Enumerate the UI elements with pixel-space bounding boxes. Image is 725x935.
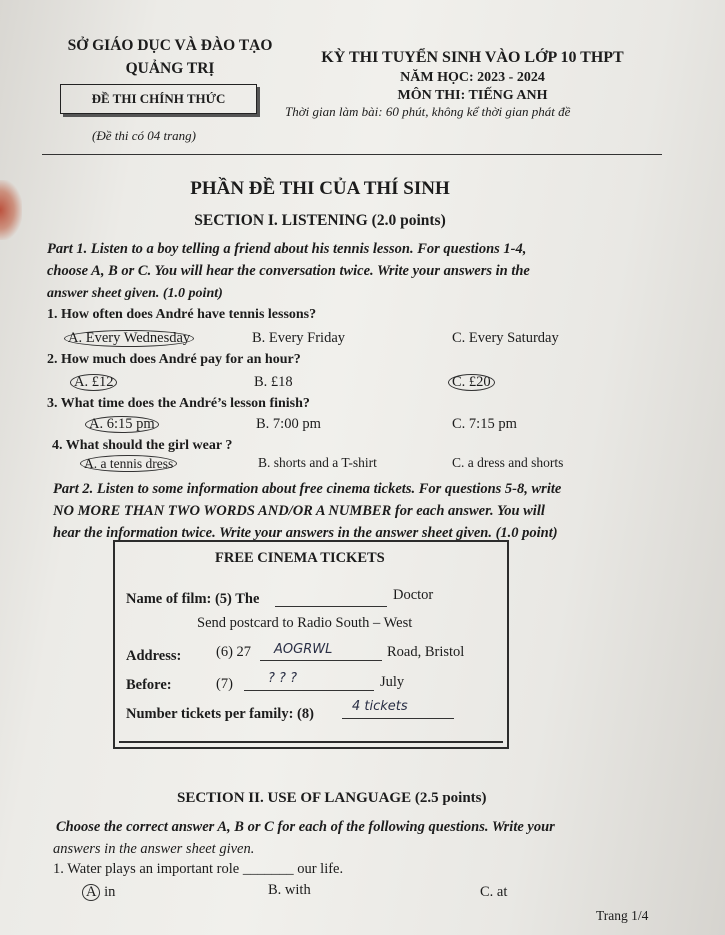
part2-instructions-line3: hear the information twice. Write your answers in the answer sheet given. (1.0 point) <box>53 525 558 541</box>
address-answer-field[interactable] <box>260 644 382 661</box>
department-line2: QUẢNG TRỊ <box>125 60 215 77</box>
q1-option-a[interactable] <box>64 330 194 347</box>
address-suffix: Road, Bristol <box>387 644 465 660</box>
q1-option-b[interactable]: B. Every Friday <box>252 330 346 346</box>
s2-q1-option-a-text: in <box>100 884 116 900</box>
before-suffix: July <box>380 674 405 690</box>
question-1: 1. How often does André have tennis lessons? <box>47 307 317 322</box>
department-block <box>45 34 295 80</box>
q3-option-c[interactable]: C. 7:15 pm <box>452 416 517 432</box>
q4-option-a[interactable] <box>80 455 177 472</box>
time-note: Thời gian làm bài: 60 phút, không kể thời gian phát đề <box>285 104 571 119</box>
film-name-label: Name of film: (5) The <box>126 591 260 607</box>
before-handwritten: ? ? ? <box>268 671 297 686</box>
q1-option-c[interactable]: C. Every Saturday <box>452 330 559 346</box>
tickets-answer-field[interactable] <box>342 699 454 719</box>
section2-instructions-line2: answers in the answer sheet given. <box>53 841 255 857</box>
section2-question-1: 1. Water plays an important role _______ our life. <box>53 861 344 877</box>
section2-instructions-line1: Choose the correct answer A, B or C for each of the following questions. Write your <box>56 819 555 835</box>
q3-option-b[interactable]: B. 7:00 pm <box>256 416 321 432</box>
q4-option-b[interactable]: B. shorts and a T-shirt <box>258 455 377 470</box>
s2-q1-option-a[interactable] <box>82 884 115 901</box>
exam-subject: MÔN THI: TIẾNG ANH <box>397 88 548 103</box>
q2-option-a[interactable] <box>70 374 117 391</box>
film-name-suffix: Doctor <box>393 587 434 603</box>
part2-instructions-line2: NO MORE THAN TWO WORDS AND/OR A NUMBER for each answer. You will <box>53 503 545 519</box>
answer-circle: A. £12 <box>70 374 117 391</box>
s2-q1-option-b[interactable]: B. with <box>268 882 311 898</box>
question-2: 2. How much does André pay for an hour? <box>47 352 301 367</box>
part2-instructions-line1: Part 2. Listen to some information about free cinema tickets. For questions 5-8, write <box>53 481 562 497</box>
address-label: Address: <box>126 648 182 664</box>
before-label: Before: <box>126 677 172 693</box>
school-year: NĂM HỌC: 2023 - 2024 <box>400 70 545 85</box>
part1-instructions-line1: Part 1. Listen to a boy telling a friend about his tennis lesson. For questions 1-4, <box>47 241 527 257</box>
ticket-title: FREE CINEMA TICKETS <box>215 550 385 566</box>
answer-circle: C. £20 <box>448 374 495 391</box>
answer-circle: A. 6:15 pm <box>85 416 159 433</box>
page-number: Trang 1/4 <box>596 908 649 923</box>
department-line1: SỞ GIÁO DỤC VÀ ĐÀO TẠO <box>67 37 273 54</box>
postcard-line: Send postcard to Radio South – West <box>197 615 413 631</box>
header-divider <box>42 154 662 155</box>
official-exam-label: ĐỀ THI CHÍNH THỨC <box>60 84 257 114</box>
s2-q1-option-c[interactable]: C. at <box>480 884 508 900</box>
answer-circle: A. a tennis dress <box>80 455 177 472</box>
address-handwritten: AOGRWL <box>274 642 333 657</box>
answer-circle: A. Every Wednesday <box>64 330 194 347</box>
address-number: (6) 27 <box>216 644 252 660</box>
question-3: 3. What time does the André’s lesson finish? <box>47 396 310 411</box>
pages-note: (Đề thi có 04 trang) <box>92 128 196 143</box>
before-answer-field[interactable] <box>244 671 374 691</box>
film-name-blank[interactable] <box>275 592 387 612</box>
q2-option-c[interactable] <box>448 374 495 391</box>
answer-circle: A <box>82 884 100 901</box>
part-title: PHẦN ĐỀ THI CỦA THÍ SINH <box>190 178 450 199</box>
part1-instructions-line2: choose A, B or C. You will hear the conversation twice. Write your answers in the <box>47 263 530 279</box>
question-4: 4. What should the girl wear ? <box>52 438 233 453</box>
tickets-handwritten: 4 tickets <box>352 699 408 714</box>
q3-option-a[interactable] <box>85 416 159 433</box>
exam-info-block <box>300 48 645 104</box>
exam-title: KỲ THI TUYỂN SINH VÀO LỚP 10 THPT <box>321 49 624 66</box>
q2-option-b[interactable]: B. £18 <box>254 374 293 390</box>
before-number: (7) <box>216 676 233 692</box>
tickets-label: Number tickets per family: (8) <box>126 706 314 722</box>
section1-title: SECTION I. LISTENING (2.0 points) <box>194 212 446 229</box>
section2-title: SECTION II. USE OF LANGUAGE (2.5 points) <box>177 790 487 806</box>
q4-option-c[interactable]: C. a dress and shorts <box>452 455 564 470</box>
part1-instructions-line3: answer sheet given. (1.0 point) <box>47 286 223 301</box>
